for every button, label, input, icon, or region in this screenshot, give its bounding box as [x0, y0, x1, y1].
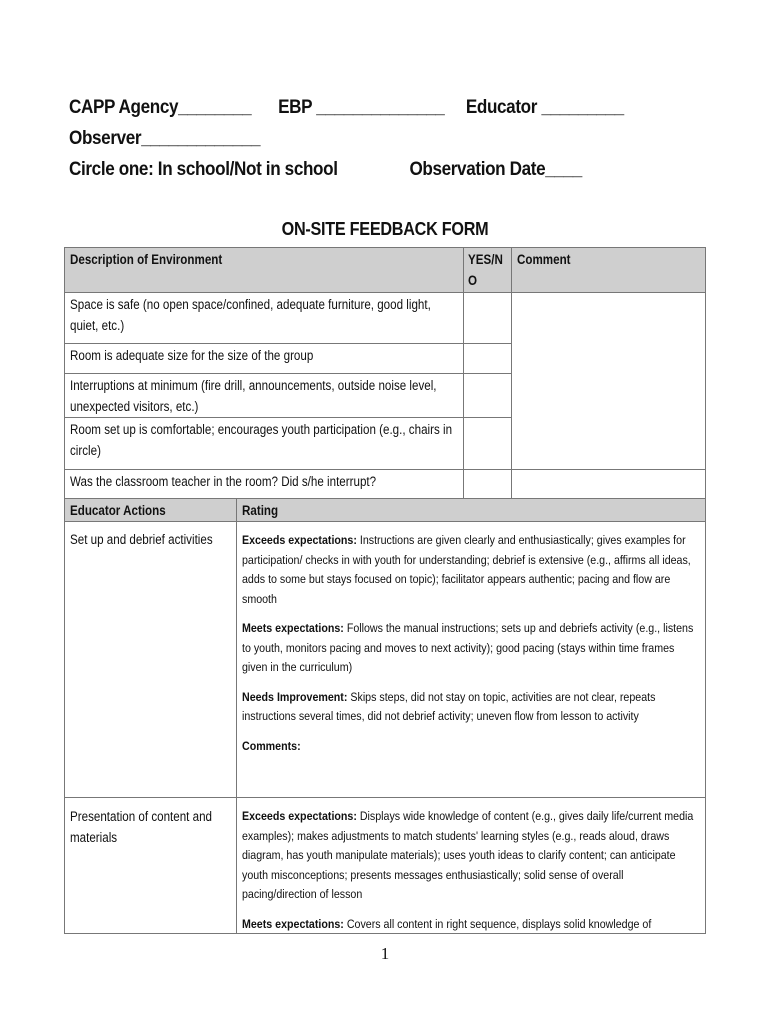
rating-comments[interactable]: Comments:: [242, 738, 301, 753]
env-yesno-cell-3[interactable]: [463, 373, 512, 418]
rating-exceeds: Exceeds expectations: Instructions are given clearly and enthusiastically; gives examples for participation/ checks in with youth for understanding; debrief is extensive (e.g., affirms all ideas, adds to some but stays focused on topic); facilitator appears authentic; pacing and flow are smooth: [242, 533, 691, 606]
rating-meets: Meets expectations: Covers all content in right sequence, displays solid knowledge of: [242, 916, 652, 931]
page-number: 1: [380, 944, 390, 963]
rating-exceeds: Exceeds expectations: Displays wide knowledge of content (e.g., gives daily life/current media examples); makes adjustments to match students' learning styles (e.g., reads aloud, draws diagram, has youth manipulate materials); uses youth ideas to clarify content; can anticipate youth misconceptions; presents messages enthusiastically; solid sense of overall pacing/direction of lesson: [242, 809, 694, 901]
header-line-3: [69, 154, 645, 185]
observer-field[interactable]: Observer_____________: [69, 128, 261, 149]
env-yesno-cell-5[interactable]: [463, 469, 512, 499]
rating-needs-improvement: Needs Improvement: Skips steps, did not stay on topic, activities are not clear, repeats instructions several times, did not debrief activity; uneven flow from lesson to activity: [242, 689, 656, 723]
observation-date-field[interactable]: Observation Date____: [409, 159, 582, 180]
rating-cell-setup-debrief: [236, 521, 706, 798]
circle-one-field[interactable]: Circle one: In school/Not in school: [69, 159, 338, 180]
env-row-room-setup: Room set up is comfortable; encourages youth participation (e.g., chairs in circle): [64, 417, 464, 470]
env-comment-cell[interactable]: [511, 292, 706, 470]
action-presentation-content: Presentation of content and materials: [64, 797, 237, 934]
form-title: ON-SITE FEEDBACK FORM: [281, 219, 489, 239]
form-header: [69, 92, 645, 185]
action-setup-debrief: Set up and debrief activities: [64, 521, 237, 798]
env-yesno-cell-1[interactable]: [463, 292, 512, 344]
env-comment-cell-5[interactable]: [511, 469, 706, 499]
ebp-field[interactable]: EBP ______________: [278, 97, 445, 118]
header-line-2: [69, 123, 645, 154]
capp-agency-field[interactable]: CAPP Agency________: [69, 97, 252, 118]
env-row-classroom-teacher: Was the classroom teacher in the room? Did s/he interrupt?: [64, 469, 464, 499]
env-row-interruptions: Interruptions at minimum (fire drill, announcements, outside noise level, unexpected visitors, etc.): [64, 373, 464, 418]
env-yesno-cell-4[interactable]: [463, 417, 512, 470]
educator-field[interactable]: Educator _________: [465, 97, 624, 118]
env-row-space-safe: Space is safe (no open space/confined, adequate furniture, good light, quiet, etc.): [64, 292, 464, 344]
rating-cell-presentation: [236, 797, 706, 934]
header-educator-actions: Educator Actions: [64, 498, 237, 522]
header-comment: Comment: [511, 247, 706, 293]
header-yes-no: YES/N O: [463, 247, 512, 293]
header-line-1: [69, 92, 645, 123]
env-yesno-cell-2[interactable]: [463, 343, 512, 374]
env-row-room-size: Room is adequate size for the size of the group: [64, 343, 464, 374]
rating-meets: Meets expectations: Follows the manual instructions; sets up and debriefs activity (e.g., listens to youth, monitors pacing and moves to next activity); good pacing (stays within time frames given in the curriculum): [242, 621, 694, 674]
header-rating: Rating: [236, 498, 706, 522]
header-description-of-environment: Description of Environment: [64, 247, 464, 293]
